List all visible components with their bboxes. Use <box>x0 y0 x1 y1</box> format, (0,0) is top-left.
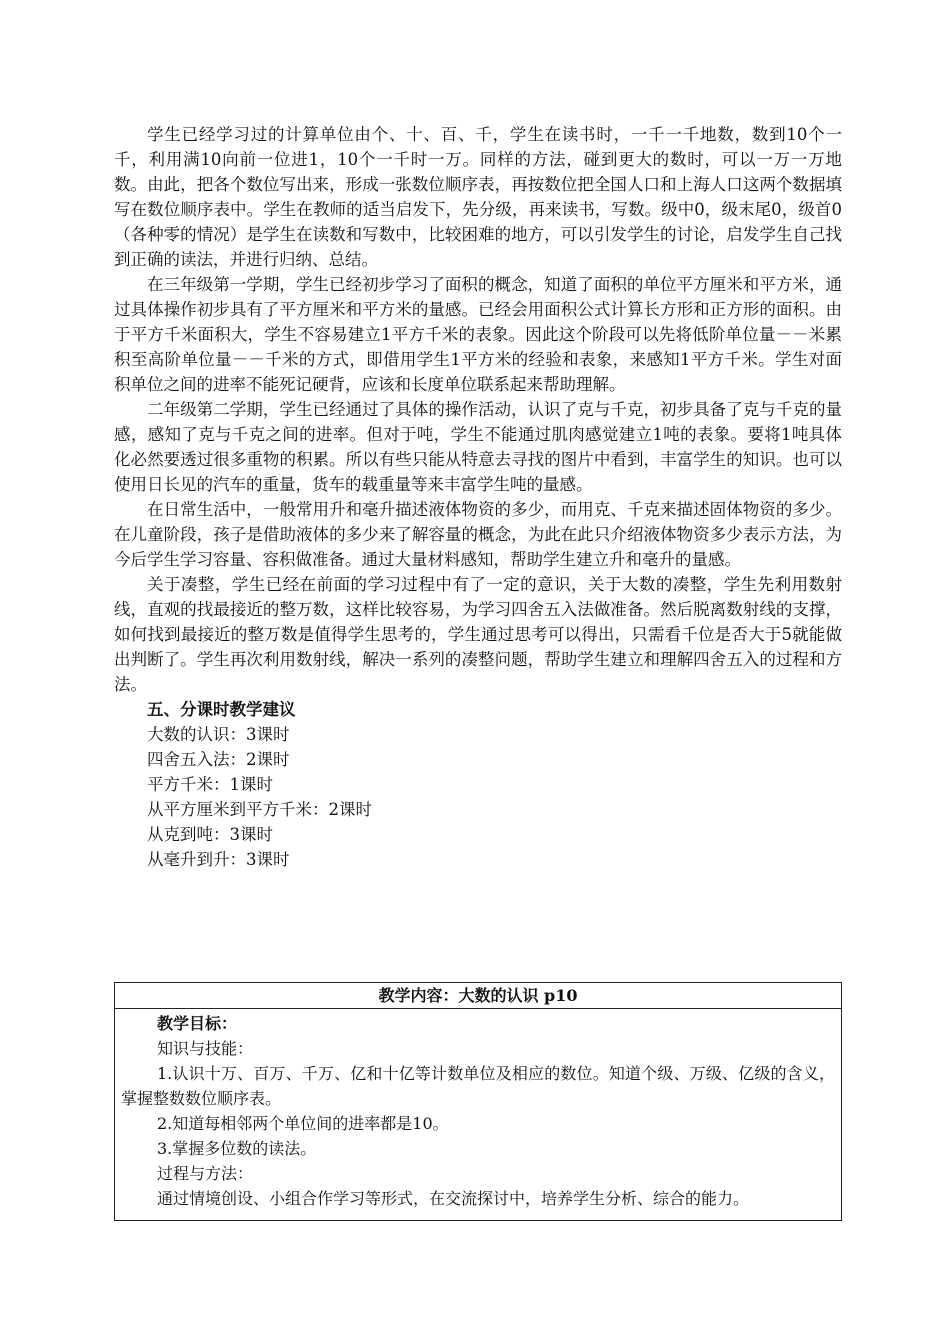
list-item: 从平方厘米到平方千米：2课时 <box>147 800 372 819</box>
list-item: 从克到吨：3课时 <box>147 825 273 844</box>
list-item: 四舍五入法：2课时 <box>147 750 290 769</box>
list-item: 平方千米：1课时 <box>147 775 273 794</box>
process-title: 过程与方法： <box>157 1164 254 1183</box>
paragraph-1: 学生已经学习过的计算单位由个、十、百、千，学生在读书时，一千一千地数，数到10个一千，利用满10向前一位进1，10个一千时一万。同样的方法，碰到更大的数时，可以一万一万地数。由此，把各个数位写出来，形成一张数位顺序表，再按数位把全国人口和上海人口这两个数据填写在数位顺序表中。学生在教师的适当启发下，先分级，再来读书，写数。级中0，级末尾0，级首0（各种零的情况）是学生在读数和写数中，比较困难的地方，可以引发学生的讨论，启发学生自己找到正确的读法，并进行归纳、总结。 <box>114 125 842 269</box>
section-heading: 五、分课时教学建议 <box>147 700 296 719</box>
table-header: 教学内容：大数的认识 p10 <box>115 983 841 1009</box>
process-text: 通过情境创设、小组合作学习等形式，在交流探讨中，培养学生分析、综合的能力。 <box>157 1189 750 1208</box>
lesson-table <box>114 982 842 1221</box>
lesson-hours-list <box>114 722 842 872</box>
list-item: 大数的认识：3课时 <box>147 725 290 744</box>
table-body <box>115 1009 841 1211</box>
knowledge-item: 1.认识十万、百万、千万、亿和十亿等计数单位及相应的数位。知道个级、万级、亿级的含义，掌握整数数位顺序表。 <box>121 1064 835 1108</box>
paragraph-4: 在日常生活中，一般常用升和毫升描述液体物资的多少，而用克、千克来描述固体物资的多少。在儿童阶段，孩子是借助液体的多少来了解容量的概念，为此在此只介绍液体物资多少表示方法，为今后学生学习容量、容积做准备。通过大量材料感知，帮助学生建立升和毫升的量感。 <box>114 500 842 569</box>
goals-title: 教学目标： <box>157 1014 238 1033</box>
paragraph-5: 关于凑整，学生已经在前面的学习过程中有了一定的意识，关于大数的凑整，学生先利用数射线，直观的找最接近的整万数，这样比较容易，为学习四舍五入法做准备。然后脱离数射线的支撑，如何找到最接近的整万数是值得学生思考的，学生通过思考可以得出，只需看千位是否大于5就能做出判断了。学生再次利用数射线，解决一系列的凑整问题，帮助学生建立和理解四舍五入的过程和方法。 <box>114 575 842 694</box>
knowledge-item: 2.知道每相邻两个单位间的进率都是10。 <box>157 1114 449 1133</box>
document-body <box>114 122 842 872</box>
paragraph-3: 二年级第二学期，学生已经通过了具体的操作活动，认识了克与千克，初步具备了克与千克的量感，感知了克与千克之间的进率。但对于吨，学生不能通过肌肉感觉建立1吨的表象。要将1吨具体化必然要透过很多重物的积累。所以有些只能从特意去寻找的图片中看到，丰富学生的知识。也可以使用日长见的汽车的重量，货车的载重量等来丰富学生吨的量感。 <box>114 400 842 494</box>
knowledge-item: 3.掌握多位数的读法。 <box>157 1139 317 1158</box>
knowledge-title: 知识与技能： <box>157 1039 254 1058</box>
list-item: 从毫升到升：3课时 <box>147 850 290 869</box>
paragraph-2: 在三年级第一学期，学生已经初步学习了面积的概念，知道了面积的单位平方厘米和平方米，通过具体操作初步具有了平方厘米和平方米的量感。已经会用面积公式计算长方形和正方形的面积。由于平方千米面积大，学生不容易建立1平方千米的表象。因此这个阶段可以先将低阶单位量－－米累积至高阶单位量－－千米的方式，即借用学生1平方米的经验和表象，来感知1平方千米。学生对面积单位之间的进率不能死记硬背，应该和长度单位联系起来帮助理解。 <box>114 275 842 394</box>
